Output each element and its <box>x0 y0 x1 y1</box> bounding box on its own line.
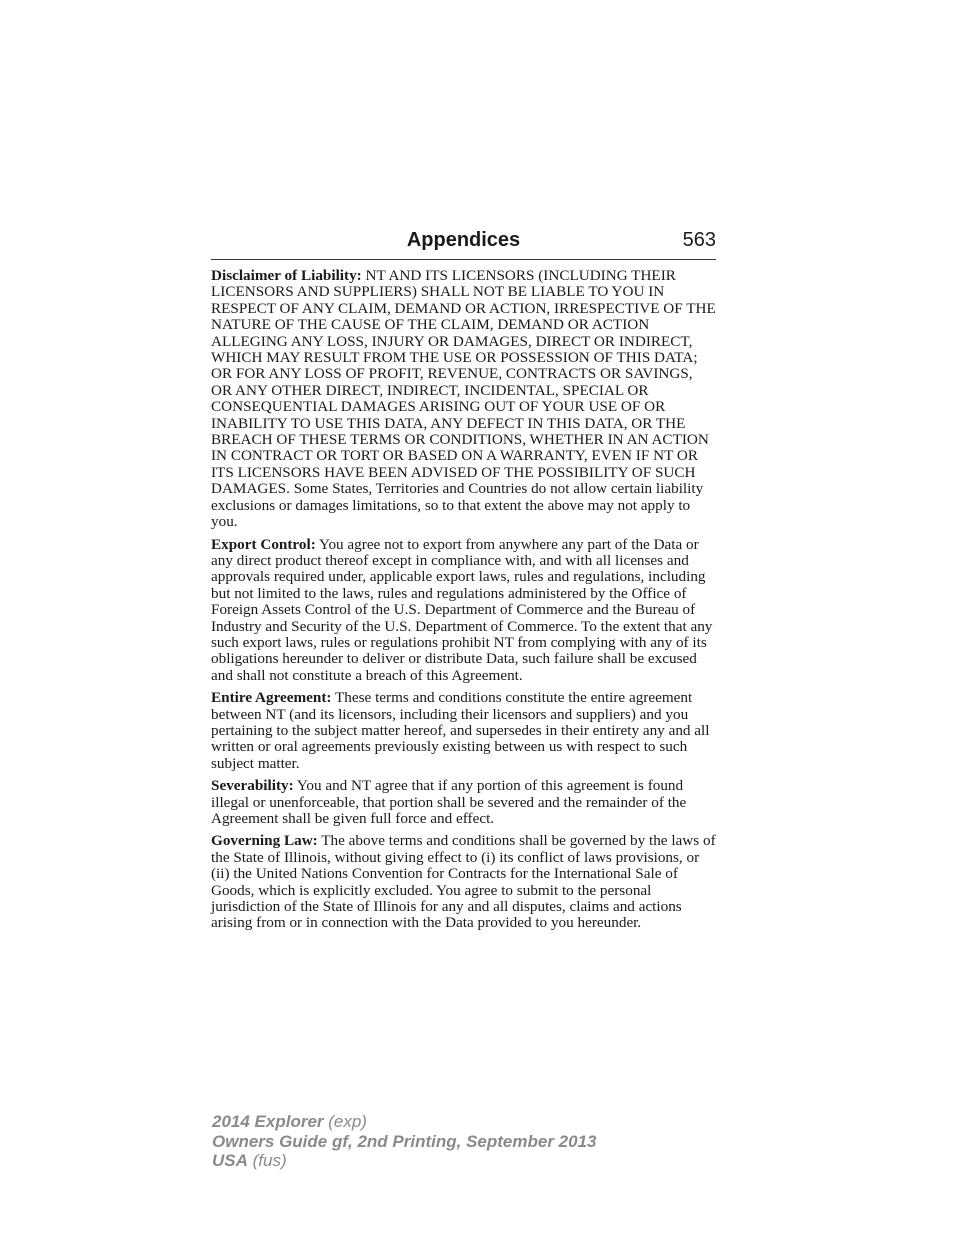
page-header <box>211 228 716 260</box>
paragraph-text: You agree not to export from anywhere any part of the Data or any direct product thereof except in compliance with, and with all licenses and approvals required under, applicable export laws, rules and regulations, including but not limited to the laws, rules and regulations administered by the Office of Foreign Assets Control of the U.S. Department of Commerce and the Bureau of Industry and Security of the U.S. Department of Commerce. To the extent that any such export laws, rules or regulations prohibit NT from complying with any of its obligations hereunder to deliver or distribute Data, such failure shall be excused and shall not constitute a breach of this Agreement. <box>211 535 713 684</box>
page-number: 563 <box>682 229 716 251</box>
footer-model: 2014 Explorer <box>212 1112 324 1131</box>
paragraph-governing-law <box>211 833 717 931</box>
paragraph-entire-agreement <box>211 690 717 772</box>
footer-model-code: (exp) <box>323 1112 367 1131</box>
paragraph-text: NT AND ITS LICENSORS (INCLUDING THEIR LICENSORS AND SUPPLIERS) SHALL NOT BE LIABLE TO YOU IN RESPECT OF ANY CLAIM, DEMAND OR ACTION, IRRESPECTIVE OF THE NATURE OF THE CAUSE OF THE CLAIM, DEMAND OR ACTION ALLEGING ANY LOSS, INJURY OR DAMAGES, DIRECT OR INDIRECT, WHICH MAY RESULT FROM THE USE OR POSSESSION OF THIS DATA; OR FOR ANY LOSS OF PROFIT, REVENUE, CONTRACTS OR SAVINGS, OR ANY OTHER DIRECT, INDIRECT, INCIDENTAL, SPECIAL OR CONSEQUENTIAL DAMAGES ARISING OUT OF YOUR USE OF OR INABILITY TO USE THIS DATA, ANY DEFECT IN THIS DATA, OR THE BREACH OF THESE TERMS OR CONDITIONS, WHETHER IN AN ACTION IN CONTRACT OR TORT OR BASED ON A WARRANTY, EVEN IF NT OR ITS LICENSORS HAVE BEEN ADVISED OF THE POSSIBILITY OF SUCH DAMAGES. Some States, Territories and Countries do not allow certain liability exclusions or damages limitations, so to that extent the above may not apply to you. <box>211 267 716 531</box>
term-label: Severability: <box>211 777 294 795</box>
paragraph-severability <box>211 778 717 827</box>
footer-region: USA <box>212 1151 248 1170</box>
term-label: Export Control: <box>211 535 316 553</box>
term-label: Governing Law: <box>211 832 318 850</box>
paragraph-disclaimer-of-liability <box>211 268 717 531</box>
body-content <box>211 268 717 938</box>
footer-model-line <box>212 1112 596 1132</box>
term-label: Entire Agreement: <box>211 689 332 707</box>
page-footer <box>212 1112 596 1171</box>
footer-region-line <box>212 1151 596 1171</box>
paragraph-text: You and NT agree that if any portion of this agreement is found illegal or unenforceable, that portion shall be severed and the remainder of the Agreement shall be given full force and effect. <box>211 777 687 827</box>
footer-region-code: (fus) <box>247 1151 287 1170</box>
term-label: Disclaimer of Liability: <box>211 267 362 284</box>
section-title: Appendices <box>406 229 521 251</box>
paragraph-text: The above terms and conditions shall be governed by the laws of the State of Illinois, without giving effect to (i) its conflict of laws provisions, or (ii) the United Nations Convention for Contracts for the International Sale of Goods, which is explicitly excluded. You agree to submit to the personal jurisdiction of the State of Illinois for any and all disputes, claims and actions arising from or in connection with the Data provided to you hereunder. <box>211 832 716 932</box>
paragraph-text: These terms and conditions constitute the entire agreement between NT (and its licensors, including their licensors and suppliers) and you pertaining to the subject matter hereof, and supersedes in their entirety any and all written or oral agreements previously existing between us with respect to such subject matter. <box>211 689 710 772</box>
footer-guide-line: Owners Guide gf, 2nd Printing, September 2013 <box>212 1131 597 1151</box>
paragraph-export-control <box>211 537 717 685</box>
